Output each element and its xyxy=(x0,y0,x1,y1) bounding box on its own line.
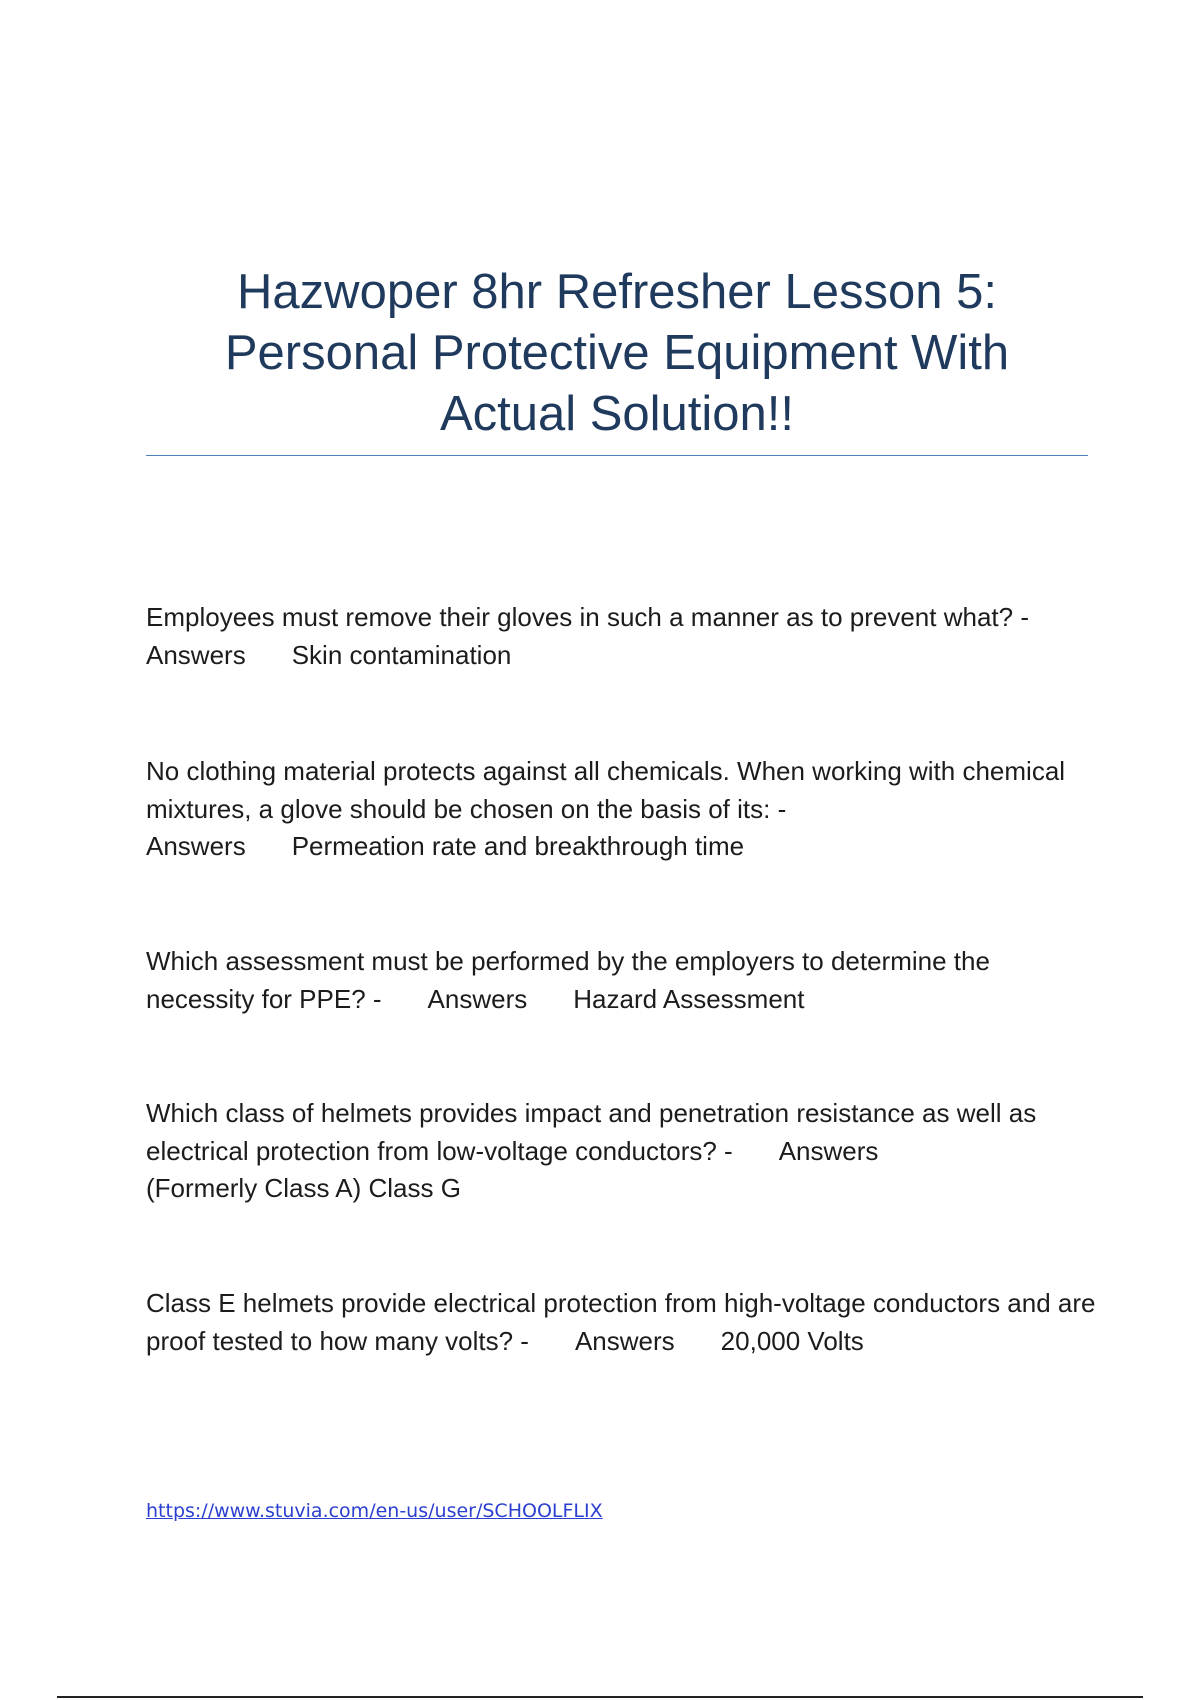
answer-text: Permeation rate and breakthrough time xyxy=(291,831,745,861)
answers-label: Answers xyxy=(574,1325,675,1356)
answer-text: Skin contamination xyxy=(291,639,512,670)
document-title-block xyxy=(146,262,1088,445)
page-bottom-divider xyxy=(57,1696,1143,1698)
question-text: Which class of helmets provides impact and penetration resistance as well as electrical protection from low-voltage conductors? - xyxy=(146,1098,1037,1166)
qa-item-3 xyxy=(146,943,1096,1018)
answer-text: (Formerly Class A) Class G xyxy=(146,1173,461,1203)
title-line-2: Personal Protective Equipment With xyxy=(224,326,1010,380)
footer-source-link[interactable]: https://www.stuvia.com/en-us/user/SCHOOLFLIX xyxy=(146,1500,603,1522)
question-text: Employees must remove their gloves in such a manner as to prevent what? - xyxy=(146,602,1029,632)
title-line-1: Hazwoper 8hr Refresher Lesson 5: xyxy=(237,265,997,319)
question-text: Which assessment must be performed by the employers to determine the necessity for PPE? - xyxy=(146,946,990,1014)
qa-item-1 xyxy=(146,599,1096,674)
qa-item-4 xyxy=(146,1095,1096,1208)
qa-item-2 xyxy=(146,753,1096,866)
answers-label: Answers xyxy=(427,983,528,1014)
question-text: No clothing material protects against all chemicals. When working with chemical mixtures, a glove should be chosen on the basis of its: - xyxy=(146,756,1066,824)
title-line-3: Actual Solution!! xyxy=(439,387,795,441)
answer-text: 20,000 Volts xyxy=(720,1325,864,1356)
answer-text: Hazard Assessment xyxy=(573,983,805,1014)
document-title xyxy=(146,262,1088,445)
answers-label: Answers xyxy=(146,639,246,670)
question-text: Class E helmets provide electrical protection from high-voltage conductors and are proof tested to how many volts? - xyxy=(146,1288,1096,1356)
qa-item-5 xyxy=(146,1285,1096,1360)
answers-label: Answers xyxy=(146,831,246,861)
title-divider xyxy=(146,455,1088,456)
answers-label: Answers xyxy=(778,1135,879,1166)
